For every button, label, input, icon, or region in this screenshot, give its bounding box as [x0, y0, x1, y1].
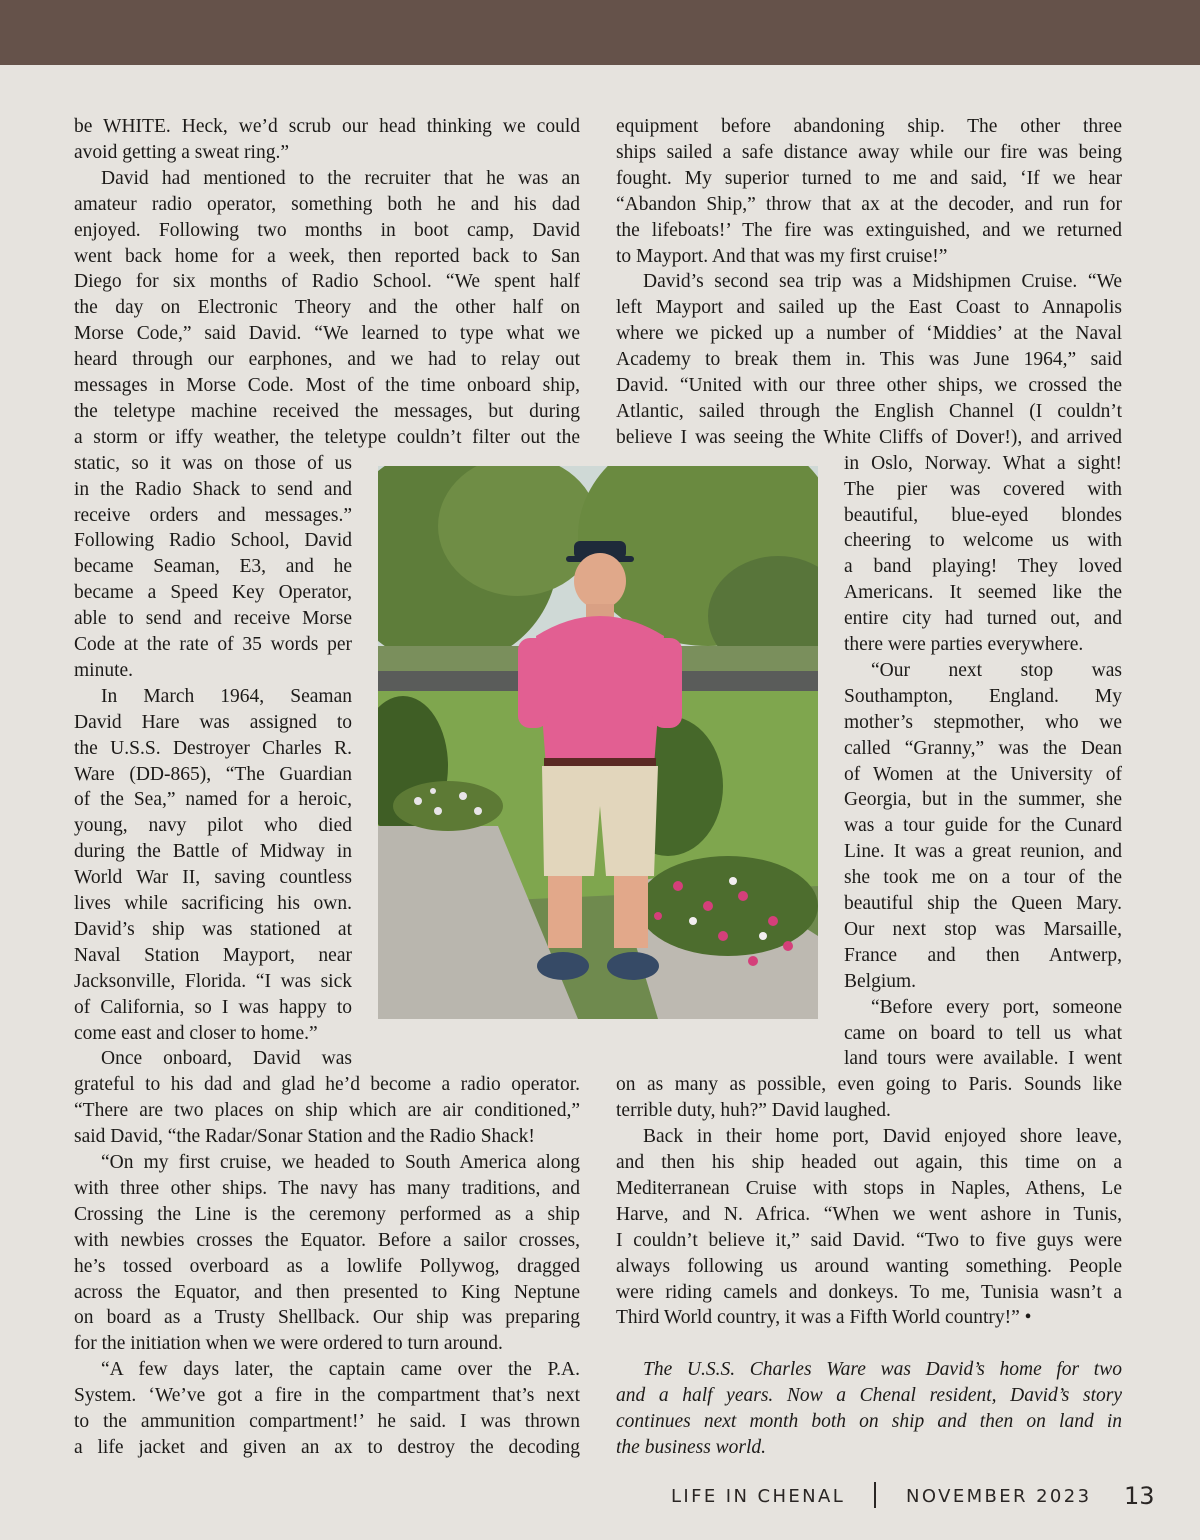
left-column-line: David Hare was assigned to: [74, 711, 352, 733]
right-column-line: Americans. It seemed like the: [844, 582, 1122, 604]
right-column-line: Mediterranean Cruise with stops in Naples, Athens, Le: [616, 1177, 1122, 1199]
right-column-line: fought. My superior turned to me and said, ‘If we hear: [616, 167, 1122, 189]
left-column-line: static, so it was on those of us: [74, 452, 352, 474]
left-column-line: Naval Station Mayport, near: [74, 944, 352, 966]
left-column-line: avoid getting a sweat ring.”: [74, 141, 289, 163]
left-column-line: minute.: [74, 659, 134, 681]
right-column-line: Southampton, England. My: [844, 685, 1122, 707]
left-column-line: with three other ships. The navy has many traditions, and: [74, 1177, 580, 1199]
right-column-line: Back in their home port, David enjoyed shore leave,: [643, 1126, 1122, 1148]
left-column-line: the U.S.S. Destroyer Charles R.: [74, 737, 352, 759]
right-column-line: cheering to welcome us with: [844, 530, 1122, 552]
right-column-line: France and then Antwerp,: [844, 944, 1122, 966]
right-column-line: entire city had turned out, and: [844, 608, 1122, 630]
right-column-line: Line. It was a great reunion, and: [844, 841, 1122, 863]
right-column-line: The pier was covered with: [844, 478, 1122, 500]
issue-date: NOVEMBER 2023: [906, 1486, 1092, 1507]
left-column-line: across the Equator, and then presented to King Neptune: [74, 1281, 580, 1303]
left-column-line: receive orders and messages.”: [74, 504, 352, 526]
left-column-line: went back home for a week, then reported back to San: [74, 245, 580, 267]
left-column-line: said David, “the Radar/Sonar Station and the Radio Shack!: [74, 1126, 535, 1148]
right-column-line: Our next stop was Marsaille,: [844, 918, 1122, 940]
right-column-line: Atlantic, sailed through the English Channel (I couldn’t: [616, 400, 1122, 422]
left-column-line: David had mentioned to the recruiter that he was an: [101, 167, 580, 189]
right-column-line: beautiful ship the Queen Mary.: [844, 893, 1122, 914]
left-column-line: grateful to his dad and glad he’d become a radio operator.: [74, 1074, 580, 1096]
right-column-line: Georgia, but in the summer, she: [844, 789, 1122, 811]
left-column-line: became a Speed Key Operator,: [74, 582, 352, 604]
right-column-line: I couldn’t believe it,” said David. “Two to five guys were: [616, 1229, 1122, 1251]
left-column-line: David’s ship was stationed at: [74, 918, 352, 940]
right-column-line: and a half years. Now a Chenal resident, David’s story: [616, 1385, 1122, 1407]
left-column-line: a storm or iffy weather, the teletype couldn’t filter out the: [74, 426, 580, 448]
page-number: 13: [1124, 1482, 1155, 1510]
left-column-line: System. ‘We’ve got a fire in the compartment that’s next: [74, 1385, 580, 1407]
left-column-line: on board as a Trusty Shellback. Our ship was preparing: [74, 1307, 580, 1329]
left-column-line: In March 1964, Seaman: [101, 685, 352, 707]
right-column-line: The U.S.S. Charles Ware was David’s home for two: [643, 1359, 1122, 1381]
left-column-line: enjoyed. Following two months in boot camp, David: [74, 219, 580, 241]
left-column-line: able to send and receive Morse: [74, 608, 352, 630]
right-column-line: “Our next stop was: [871, 659, 1122, 681]
right-column-line: “Abandon Ship,” throw that ax at the decoder, and run for: [616, 193, 1122, 215]
right-column-line: continues next month both on ship and then on land in: [616, 1411, 1122, 1432]
left-column-line: Ware (DD-865), “The Guardian: [74, 763, 352, 785]
right-column-line: on as many as possible, even going to Paris. Sounds like: [616, 1074, 1122, 1096]
right-column-line: came on board to tell us what: [844, 1022, 1122, 1044]
left-column-line: be WHITE. Heck, we’d scrub our head thinking we could: [74, 116, 580, 137]
right-column-line: “Before every port, someone: [871, 996, 1122, 1018]
right-column-line: David’s second sea trip was a Midshipmen Cruise. “We: [643, 271, 1122, 293]
right-column-line: Harve, and N. Africa. “When we went ashore in Tunis,: [616, 1203, 1122, 1225]
left-column-line: Crossing the Line is the ceremony performed as a ship: [74, 1203, 580, 1225]
right-column-line: beautiful, blue-eyed blondes: [844, 504, 1122, 526]
right-column-line: ships sailed a safe distance away while our fire was being: [616, 141, 1122, 163]
left-column-line: amateur radio operator, something both he and his dad: [74, 193, 580, 215]
right-column-line: the lifeboats!’ The fire was extinguished, and we returned: [616, 219, 1122, 241]
right-column-line: of Women at the University of: [844, 763, 1122, 785]
left-column-line: messages in Morse Code. Most of the time onboard ship,: [74, 375, 580, 396]
left-column-line: of California, so I was happy to: [74, 996, 352, 1018]
right-column-line: Belgium.: [844, 970, 917, 992]
right-column-line: Third World country, it was a Fifth World country!” •: [616, 1307, 1032, 1329]
right-column-line: Academy to break them in. This was June 1964,” said: [616, 349, 1122, 371]
left-column-line: come east and closer to home.”: [74, 1022, 318, 1044]
left-column-line: became Seaman, E3, and he: [74, 556, 352, 578]
right-column-line: the business world.: [616, 1436, 767, 1458]
left-column-line: Code at the rate of 35 words per: [74, 634, 352, 655]
right-column-line: equipment before abandoning ship. The other three: [616, 116, 1122, 137]
right-column-line: and then his ship headed out again, this time on a: [616, 1152, 1122, 1173]
right-column-line: always following us around wanting something. People: [616, 1255, 1122, 1277]
left-column-line: of the Sea,” named for a heroic,: [74, 789, 352, 811]
left-column-line: young, navy pilot who died: [74, 815, 352, 837]
right-column-line: were riding camels and donkeys. To me, Tunisia wasn’t a: [616, 1281, 1122, 1303]
left-column-line: heard through our earphones, and we had to relay out: [74, 349, 580, 371]
left-column-line: for the initiation when we were ordered to turn around.: [74, 1333, 503, 1355]
right-column-line: land tours were available. I went: [844, 1048, 1122, 1070]
left-column-line: during the Battle of Midway in: [74, 841, 352, 863]
left-column-line: “A few days later, the captain came over the P.A.: [101, 1359, 580, 1381]
right-column-line: she took me on a tour of the: [844, 867, 1122, 889]
footer-divider: [874, 1482, 876, 1508]
right-column-line: David. “United with our three other ships, we crossed the: [616, 375, 1122, 396]
left-column-line: Once onboard, David was: [101, 1048, 352, 1070]
left-column-line: a life jacket and given an ax to destroy the decoding: [74, 1436, 580, 1458]
left-column-line: the teletype machine received the messages, but during: [74, 400, 580, 422]
left-column-line: to the ammunition compartment!’ he said. I was thrown: [74, 1411, 580, 1432]
left-column-line: Jacksonville, Florida. “I was sick: [74, 970, 352, 992]
right-column-line: terrible duty, huh?” David laughed.: [616, 1100, 891, 1122]
right-column-line: was a tour guide for the Cunard: [844, 815, 1122, 837]
left-column-line: World War II, saving countless: [74, 867, 352, 889]
left-column-line: Following Radio School, David: [74, 530, 352, 552]
article-photo: [378, 466, 818, 1019]
left-column-line: he’s tossed overboard as a lowlife Pollywog, dragged: [74, 1255, 580, 1277]
left-column-line: “On my first cruise, we headed to South America along: [101, 1152, 580, 1173]
right-column-line: believe I was seeing the White Cliffs of Dover!), and arrived: [616, 426, 1122, 448]
right-column-line: left Mayport and sailed up the East Coast to Annapolis: [616, 297, 1122, 319]
right-column-line: in Oslo, Norway. What a sight!: [844, 452, 1122, 474]
right-column-line: where we picked up a number of ‘Middies’ at the Naval: [616, 323, 1122, 345]
right-column-line: a band playing! They loved: [844, 556, 1122, 578]
left-column-line: in the Radio Shack to send and: [74, 478, 352, 500]
right-column-line: mother’s stepmother, who we: [844, 711, 1122, 733]
publication-name: LIFE IN CHENAL: [671, 1486, 846, 1507]
right-column-line: there were parties everywhere.: [844, 634, 1084, 655]
left-column-line: “There are two places on ship which are air conditioned,”: [74, 1100, 580, 1122]
right-column-line: called “Granny,” was the Dean: [844, 737, 1122, 759]
left-column-line: Morse Code,” said David. “We learned to type what we: [74, 323, 580, 345]
left-column-line: lives while sacrificing his own.: [74, 893, 352, 914]
page-footer: [0, 1482, 1200, 1512]
right-column-line: to Mayport. And that was my first cruise!”: [616, 245, 948, 267]
left-column-line: the day on Electronic Theory and the other half on: [74, 297, 580, 319]
left-column-line: with newbies crosses the Equator. Before a sailor crosses,: [74, 1229, 580, 1251]
left-column-line: Diego for six months of Radio School. “We spent half: [74, 271, 580, 293]
